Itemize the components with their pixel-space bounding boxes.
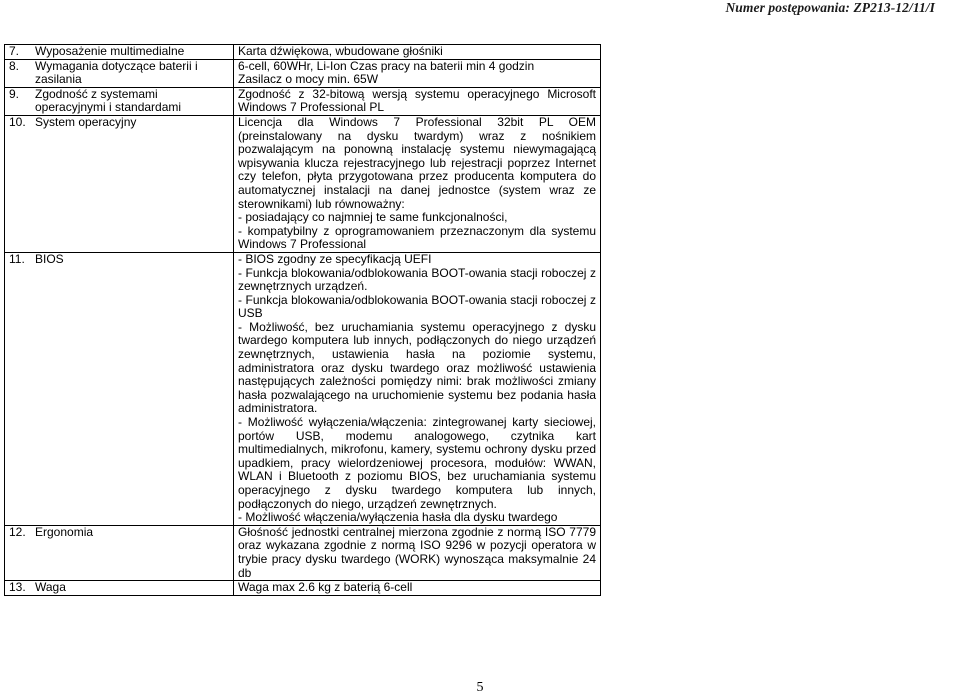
table-row (5, 59, 601, 87)
parameter-name: Waga (31, 581, 234, 596)
parameter-description (234, 87, 601, 115)
parameter-description (234, 59, 601, 87)
page-header: Numer postępowania: ZP213-12/11/I (725, 0, 935, 15)
parameter-description (234, 252, 601, 525)
description-line: Zgodność z 32-bitową wersją systemu operacyjnego Microsoft Windows 7 Professional PL (238, 86, 596, 115)
description-line: Waga max 2.6 kg z baterią 6-cell (238, 580, 413, 595)
description-line: - posiadający co najmniej te same funkcjonalności, (238, 210, 508, 225)
description-line: Głośność jednostki centralnej mierzona zgodnie z normą ISO 7779 oraz wykazana zgodnie z normą ISO 9296 w pozycji operatora w trybie pracy dysku twardego (WORK) wynosząca maksymalnie 24 db (238, 524, 596, 580)
row-number: 13. (5, 581, 32, 596)
table-row (5, 581, 601, 596)
parameter-description (234, 525, 601, 580)
table-row (5, 115, 601, 252)
specification-table-body (5, 45, 601, 596)
row-number: 12. (5, 525, 32, 580)
row-number: 7. (5, 45, 32, 60)
table-row (5, 252, 601, 525)
description-line: - kompatybilny z oprogramowaniem przeznaczonym dla systemu Windows 7 Professional (238, 223, 596, 252)
parameter-description (234, 581, 601, 596)
parameter-description (234, 45, 601, 60)
description-line: Licencja dla Windows 7 Professional 32bit PL OEM (preinstalowany na dysku twardym) wraz z nośnikiem pozwalającym na ponowną instalację systemu niewymagającą wpisywania klucza rejestracyjnego lub rejestracji poprzez Internet czy telefon, płyta przygotowana przez producenta komputera do automatycznej instalacji na danej jednostce (system wraz ze sterownikami) lub równoważny: (238, 114, 596, 211)
description-line: - Funkcja blokowania/odblokowania BOOT-owania stacji roboczej z zewnętrznych urządzeń. (238, 265, 596, 294)
row-number: 10. (5, 115, 32, 252)
description-line: - Możliwość włączenia/wyłączenia hasła dla dysku twardego (238, 510, 558, 525)
table-row (5, 45, 601, 60)
parameter-name: Wymagania dotyczące baterii i zasilania (31, 59, 234, 87)
row-number: 8. (5, 59, 32, 87)
parameter-name: BIOS (31, 252, 234, 525)
description-line: - Możliwość wyłączenia/włączenia: zintegrowanej karty sieciowej, portów USB, modemu analogowego, czytnika kart multimedialnych, mikrofonu, kamery, systemu ochrony dysku przed upadkiem, pracy wielordzeniowej procesora, modułów: WWAN, WLAN i Bluetooth z poziomu BIOS, bez uruchamiania systemu operacyjnego z dysku twardego komputera lub innych, podłączonych do niego, urządzeń zewnętrznych. (238, 415, 596, 511)
row-number: 9. (5, 87, 32, 115)
description-line: - BIOS zgodny ze specyfikacją UEFI (238, 251, 432, 266)
parameter-description (234, 115, 601, 252)
description-line: - Możliwość, bez uruchamiania systemu operacyjnego z dysku twardego komputera lub innych, podłączonych do niego urządzeń zewnętrznych, ustawienia hasła na poziomie systemu, administratora oraz dysku twardego oraz możliwość ustawienia następujących zależności pomiędzy nimi: brak możliwości zmiany hasła pozwalającego na uruchomienie systemu bez podania hasła administratora. (238, 319, 596, 416)
row-number: 11. (5, 252, 32, 525)
parameter-name: System operacyjny (31, 115, 234, 252)
table-row (5, 525, 601, 580)
table-row (5, 87, 601, 115)
description-line: - Funkcja blokowania/odblokowania BOOT-owania stacji roboczej z USB (238, 292, 596, 321)
description-line: 6-cell, 60WHr, Li-Ion Czas pracy na baterii min 4 godzin (238, 58, 535, 73)
specification-table (4, 44, 601, 596)
description-line: Karta dźwiękowa, wbudowane głośniki (238, 44, 443, 58)
page-number: 5 (476, 680, 484, 695)
parameter-name: Ergonomia (31, 525, 234, 580)
parameter-name: Zgodność z systemami operacyjnymi i standardami (31, 87, 234, 115)
parameter-name: Wyposażenie multimedialne (31, 45, 234, 60)
description-line: Zasilacz o mocy min. 65W (238, 72, 379, 87)
